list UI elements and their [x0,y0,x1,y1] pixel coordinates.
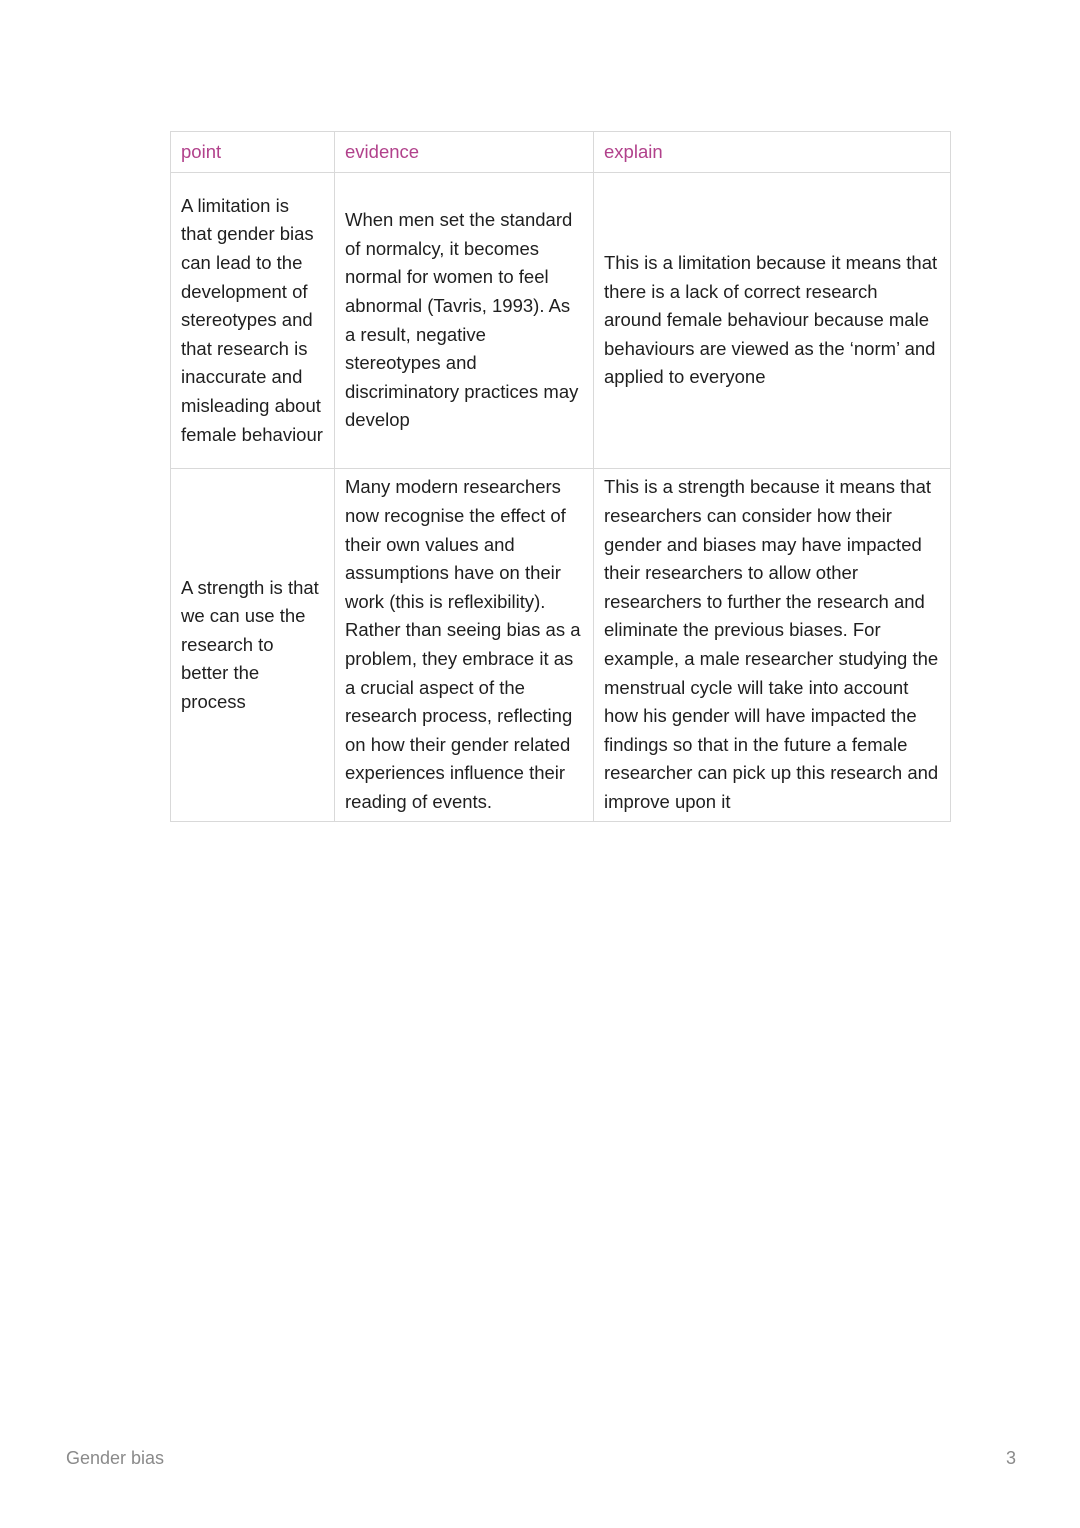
header-point: point [171,132,335,173]
explain-cell [594,173,951,469]
point-text: A strength is that we can use the research to better the process [181,576,319,712]
point-cell [171,469,335,822]
evidence-cell [335,173,594,469]
point-cell [171,173,335,469]
page-number: 3 [1005,1448,1016,1468]
table-row [171,469,951,822]
point-text: A limitation is that gender bias can lead to the development of stereotypes and that research is inaccurate and misleading about female behaviour [181,194,323,445]
explain-cell [594,469,951,822]
table-row [171,173,951,469]
header-explain: explain [594,132,951,173]
footer-document-title: Gender bias [66,1448,165,1468]
evidence-text: Many modern researchers now recognise the effect of their own values and assumptions have on their work (this is reflexibility). Rather than seeing bias as a problem, they embrace it as a crucial aspect of the research process, reflecting on how their gender related experiences influence their reading of events. [345,476,581,812]
evidence-text: When men set the standard of normalcy, it becomes normal for women to feel abnormal (Tavris, 1993). As a result, negative stereotypes and discriminatory practices may develop [345,209,579,431]
header-evidence: evidence [335,132,594,173]
explain-text: This is a limitation because it means that there is a lack of correct research around female behaviour because male behaviours are viewed as the ‘norm’ and applied to everyone [604,252,938,388]
table-header-row [171,132,951,173]
explain-text: This is a strength because it means that researchers can consider how their gender and biases may have impacted their researchers to allow other researchers to further the research and eliminate the previous biases. For example, a male researcher studying the menstrual cycle will take into account how his gender will have impacted the findings so that in the future a female researcher can pick up this research and improve upon it [604,476,939,812]
evidence-cell [335,469,594,822]
evaluation-table [170,131,951,822]
